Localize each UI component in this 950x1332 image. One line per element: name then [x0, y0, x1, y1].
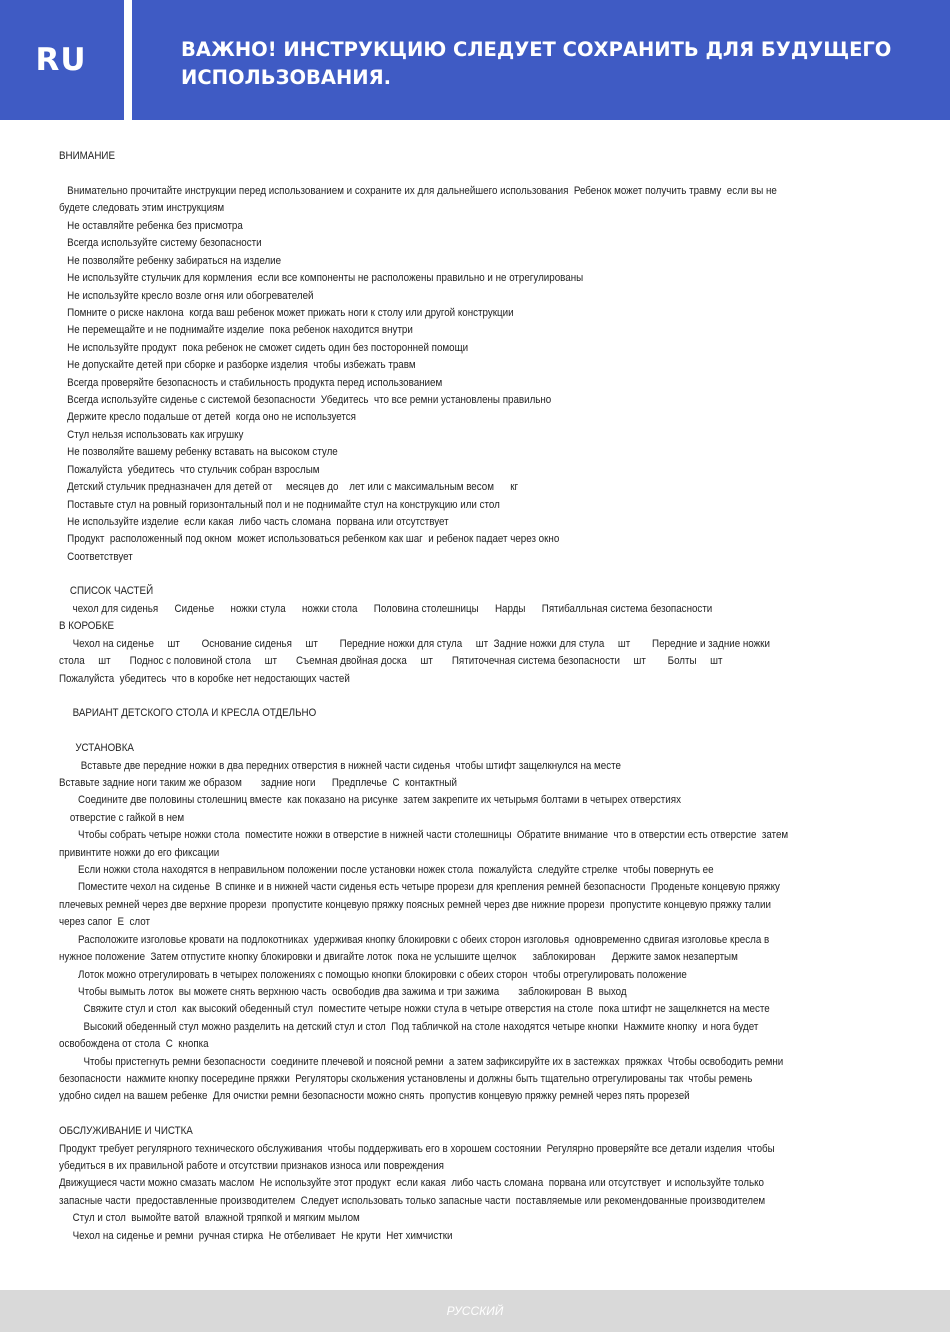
text-line: Вставьте задние ноги таким же образом задние ноги Предплечье С контактный [59, 777, 457, 789]
header-banner [0, 0, 950, 120]
text-line: Не используйте кресло возле огня или обогревателей [59, 290, 314, 302]
text-line: Не позволяйте вашему ребенку вставать на высоком стуле [59, 446, 338, 458]
text-line: запасные части предоставленные производителем Следует использовать только запасные части поставляемые или рекомендованные производителем [59, 1195, 766, 1207]
language-code: RU [35, 42, 87, 78]
page-title: ВАЖНО! ИНСТРУКЦИЮ СЛЕДУЕТ СОХРАНИТЬ ДЛЯ БУДУЩЕГО ИСПОЛЬЗОВАНИЯ. [181, 38, 892, 89]
text-line: Детский стульчик предназначен для детей от месяцев до лет или с максимальным весом кг [59, 481, 519, 493]
footer-language-label: РУССКИЙ [446, 1304, 504, 1318]
section-heading-warning: ВНИМАНИЕ [59, 150, 115, 162]
text-line: безопасности нажмите кнопку посередине пряжки Регуляторы скольжения установлены и должны быть тщательно отрегулированы так чтобы ремень [59, 1073, 753, 1085]
text-line: Не используйте продукт пока ребенок не сможет сидеть один без посторонней помощи [59, 342, 469, 354]
section-heading-in-box: В КОРОБКЕ [59, 620, 115, 632]
text-line: Не используйте стульчик для кормления если все компоненты не расположены правильно и не отрегулированы [59, 272, 584, 284]
text-line: Внимательно прочитайте инструкции перед использованием и сохраните их для дальнейшего использования Ребенок может получить травму если вы не [59, 185, 777, 197]
section-heading-parts: СПИСОК ЧАСТЕЙ [59, 585, 154, 597]
text-line: Не перемещайте и не поднимайте изделие пока ребенок находится внутри [59, 324, 413, 336]
text-line: Чтобы пристегнуть ремни безопасности соедините плечевой и поясной ремни а затем зафиксируйте их в застежках пряжках Чтобы освободить ремни [59, 1056, 784, 1068]
language-badge [0, 0, 122, 120]
header-divider [124, 0, 132, 120]
text-line: Пожалуйста убедитесь что стульчик собран взрослым [59, 464, 320, 476]
text-line: Всегда используйте систему безопасности [59, 237, 262, 249]
text-line: Лоток можно отрегулировать в четырех положениях с помощью кнопки блокировки с обеих сторон чтобы отрегулировать положение [59, 969, 687, 981]
text-line: Поставьте стул на ровный горизонтальный пол и не поднимайте стул на конструкцию или стол [59, 499, 500, 511]
text-line: Стул и стол вымойте ватой влажной тряпкой и мягким мылом [59, 1212, 360, 1224]
text-line: Всегда проверяйте безопасность и стабильность продукта перед использованием [59, 377, 443, 389]
text-line: убедиться в их правильной работе и отсутствии признаков износа или повреждения [59, 1160, 444, 1172]
text-line: освобождена от стола С кнопка [59, 1038, 209, 1050]
text-line: Продукт требует регулярного технического обслуживания чтобы поддерживать его в хорошем состоянии Регулярно проверяйте все детали изделия чтобы [59, 1143, 775, 1155]
text-line: привинтите ножки до его фиксации [59, 847, 220, 859]
text-line: Держите кресло подальше от детей когда оно не используется [59, 411, 356, 423]
text-line: будете следовать этим инструкциям [59, 202, 225, 214]
text-line: Помните о риске наклона когда ваш ребенок может прижать ноги к столу или другой конструкции [59, 307, 514, 319]
footer-bar [0, 1290, 950, 1332]
text-line: Чтобы собрать четыре ножки стола поместите ножки в отверстие в нижней части столешницы Обратите внимание что в отверстии есть отверстие затем [59, 829, 789, 841]
text-line: Не используйте изделие если какая либо часть сломана порвана или отсутствует [59, 516, 449, 528]
text-line: Чтобы вымыть лоток вы можете снять верхнюю часть освободив два зажима и три зажима заблокирован В выход [59, 986, 627, 998]
text-line: Движущиеся части можно смазать маслом Не используйте этот продукт если какая либо часть сломана порвана или отсутствует и используйте только [59, 1177, 764, 1189]
text-line: Чехол на сиденье шт Основание сиденья шт Передние ножки для стула шт Задние ножки для стула шт Передние и задние ножки [59, 638, 770, 650]
text-line: Не позволяйте ребенку забираться на изделие [59, 255, 282, 267]
text-line: через сапог Е слот [59, 916, 150, 928]
text-line: удобно сидел на вашем ребенке Для очистки ремни безопасности можно снять пропустив концевую пряжку ремней через пять прорезей [59, 1090, 690, 1102]
text-line: чехол для сиденья Сиденье ножки стула ножки стола Половина столешницы Нарды Пятибалльная система безопасности [59, 603, 713, 615]
text-line: Соответствует [59, 551, 133, 563]
text-line: Пожалуйста убедитесь что в коробке нет недостающих частей [59, 673, 350, 685]
text-line: Не оставляйте ребенка без присмотра [59, 220, 243, 232]
text-line: Вставьте две передние ножки в два передних отверстия в нижней части сиденья чтобы штифт защелкнулся на месте [59, 760, 621, 772]
section-heading-installation: УСТАНОВКА [59, 742, 134, 754]
text-line: Соедините две половины столешниц вместе как показано на рисунке затем закрепите их четырьмя болтами в четырех отверстиях [59, 794, 681, 806]
text-line: Всегда используйте сиденье с системой безопасности Убедитесь что все ремни установлены правильно [59, 394, 552, 406]
text-line: Стул нельзя использовать как игрушку [59, 429, 244, 441]
section-heading-maintenance: ОБСЛУЖИВАНИЕ И ЧИСТКА [59, 1125, 193, 1137]
text-line: Если ножки стола находятся в неправильном положении после установки ножек стола пожалуйста следуйте стрелке чтобы повернуть ее [59, 864, 714, 876]
text-line: Поместите чехол на сиденье В спинке и в нижней части сиденья есть четыре прорези для крепления ремней безопасности Проденьте концевую пряжку [59, 881, 780, 893]
text-line: плечевых ремней через две верхние прорези пропустите концевую пряжку поясных ремней через две нижние прорези пропустите концевую пряжку талии [59, 899, 771, 911]
text-line: Чехол на сиденье и ремни ручная стирка Не отбеливает Не крути Нет химчистки [59, 1230, 453, 1242]
text-line: Высокий обеденный стул можно разделить на детский стул и стол Под табличкой на столе находятся четыре кнопки Нажмите кнопку и нога будет [59, 1021, 759, 1033]
text-line: Свяжите стул и стол как высокий обеденный стул поместите четыре ножки стула в четыре отверстия на столе пока штифт не защелкнется на месте [59, 1003, 770, 1015]
section-heading-variant: ВАРИАНТ ДЕТСКОГО СТОЛА И КРЕСЛА ОТДЕЛЬНО [59, 707, 317, 719]
text-line: Расположите изголовье кровати на подлокотниках удерживая кнопку блокировки с обеих сторон изголовья одновременно сдвигая изголовье кресла в [59, 934, 770, 946]
text-line: Продукт расположенный под окном может использоваться ребенком как шаг и ребенок падает через окно [59, 533, 560, 545]
text-line: нужное положение Затем отпустите кнопку блокировки и двигайте лоток пока не услышите щелчок заблокирован Держите замок незапертым [59, 951, 738, 963]
text-line: отверстие с гайкой в нем [59, 812, 185, 824]
text-line: Не допускайте детей при сборке и разборке изделия чтобы избежать травм [59, 359, 416, 371]
text-line: стола шт Поднос с половиной стола шт Съемная двойная доска шт Пятиточечная система безопасности шт Болты шт [59, 655, 723, 667]
